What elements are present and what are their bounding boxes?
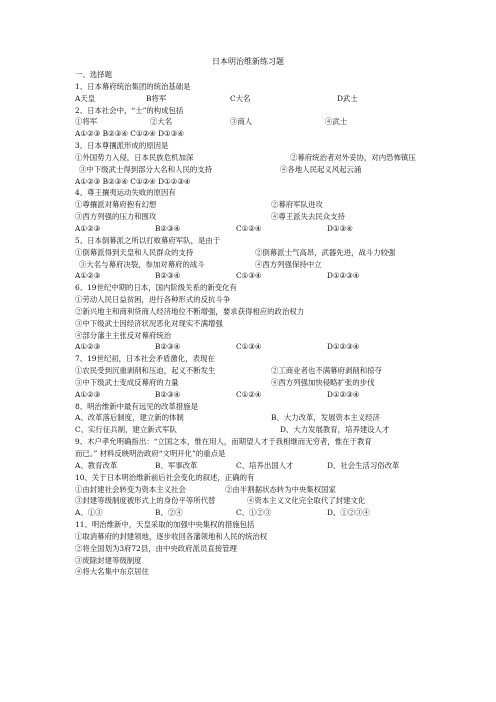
line-text: 一、选择题 (75, 70, 112, 79)
line-segment: ②幕府军队进攻 (271, 200, 323, 210)
text-line (75, 531, 435, 543)
line-segment: ④武士 (325, 117, 348, 127)
line-segment: ④西方列强加快侵略扩张的步伐 (271, 377, 375, 387)
line-segment: ③西方列强的压力和围攻 (75, 212, 157, 222)
text-line (75, 555, 435, 567)
line-segment: D武士 (337, 93, 358, 103)
text-line (75, 448, 435, 460)
line-text: 11、明治维新中，天皇采取的加强中央集权的措施包括 (75, 520, 255, 530)
line-segment: C①②④ (236, 389, 262, 399)
line-text: ①取消幕府的封建领地，逐步收回各藩领地和人民的统治权 (75, 531, 268, 541)
line-segment: D①②③④ (327, 389, 360, 399)
line-text: 8、明治维新中最有远见的改革措施是 (75, 401, 198, 411)
line-text: A①②③ B②③④ C①②④ D①③④ (75, 129, 184, 139)
line-segment: A、改革落后制度，建立新的体制 (75, 413, 184, 423)
line-segment: C、培养出国人才 (236, 460, 294, 470)
line-segment: ②工商业者也不满幕府剥削和掠夺 (271, 366, 382, 376)
line-segment: A①②③ (75, 223, 101, 233)
line-segment: C、①②③ (236, 508, 272, 518)
line-segment: D、社会生活习俗改革 (327, 460, 400, 470)
line-segment: ②大名 (150, 117, 173, 127)
line-segment: B②③④ (155, 223, 181, 233)
text-line (75, 199, 435, 211)
line-segment: B、军事改革 (155, 460, 198, 470)
line-segment: ④尊王派失去民众支持 (271, 212, 345, 222)
line-segment: ④资本主义文化完全取代了封建文化 (247, 496, 366, 506)
line-segment: ③中下级武士变成反幕府的力量 (75, 377, 179, 387)
line-text: A①②③ B②③④ C①②④ D①②③④ (75, 176, 191, 186)
line-segment: ④西方列强保持中立 (255, 259, 322, 269)
text-line (75, 187, 435, 199)
line-segment: D①②③④ (327, 342, 360, 352)
line-segment: ③商人 (230, 117, 253, 127)
text-line (75, 519, 435, 531)
line-text: ④将大名集中东京居住 (75, 567, 149, 577)
text-line (75, 484, 435, 496)
page-title: 日本明治维新练习题 (212, 57, 284, 66)
line-segment: ①农民受到沉重剥削和压迫，起义不断发生 (75, 366, 216, 376)
line-text: ④部分藩主主张反对幕府统治 (75, 330, 172, 340)
line-segment: ③大名与幕府决裂，参加对幕府的战斗 (79, 259, 205, 269)
line-text: 而已。” 材料反映明治政府“文明开化”的重点是 (75, 449, 226, 458)
text-line (75, 152, 435, 164)
line-text: 9、木户孝允明确指出：“立国之本，惟在用人，而期望人才于我相继而无穷者，惟在于教育 (75, 437, 372, 447)
line-segment: D①③④ (327, 223, 353, 233)
text-line (75, 259, 435, 271)
line-segment: ①倒幕派得到天皇和人民群众的支持 (75, 247, 194, 257)
line-text: 1、日本幕府统治集团的统治基础是 (75, 81, 191, 91)
text-line (75, 330, 435, 342)
line-text: 4、尊王攘夷运动失败的原因有 (75, 188, 176, 198)
text-line (75, 176, 435, 188)
line-text: ③中下级武士因经济状况恶化对现实不满增强 (75, 318, 223, 328)
text-line (75, 507, 435, 519)
line-segment: C①③④ (236, 271, 262, 281)
text-line (75, 105, 435, 117)
text-line (75, 318, 435, 330)
text-line (75, 140, 435, 152)
text-line (75, 116, 435, 128)
line-text: 2、日本社会中，“士”的构成包括 (75, 105, 184, 115)
line-text: 6、19世纪中期的日本，国内阶级关系的新变化有 (75, 283, 237, 293)
line-segment: B、大力改革，发展资本主义经济 (271, 413, 380, 423)
line-segment: ④各地人民起义风起云涌 (280, 164, 362, 174)
text-line (75, 460, 435, 472)
line-segment: B②③④ (155, 271, 181, 281)
text-line (75, 353, 435, 365)
text-line (75, 472, 435, 484)
text-line (75, 164, 435, 176)
text-line (75, 235, 435, 247)
text-line (75, 377, 435, 389)
line-text: ①劳动人民日益贫困，进行各种形式的反抗斗争 (75, 295, 231, 305)
line-segment: ①由封建社会转变为资本主义社会 (75, 484, 186, 494)
line-segment: A①②③ (75, 271, 101, 281)
line-text: 10、关于日本明治维新前后社会变化的叙述，正确的有 (75, 472, 255, 482)
line-segment: B、②④ (155, 508, 183, 518)
line-text: 3、日本尊攘派形成的原因是 (75, 141, 169, 151)
text-line (75, 389, 435, 401)
line-segment: ①将军 (75, 117, 98, 127)
line-text: 5、日本倒幕派之所以打败幕府军队，是由于 (75, 235, 221, 245)
text-line (75, 365, 435, 377)
line-segment: A、①③ (75, 508, 103, 518)
line-segment: ②倒幕派士气高昂，武器先进，战斗力较强 (255, 247, 396, 257)
line-segment: C①②④ (236, 223, 262, 233)
text-line (75, 566, 435, 578)
line-segment: A①②③ (75, 389, 101, 399)
line-segment: ②幕府统治者对外妥协，对内恐怖镇压 (290, 152, 416, 162)
text-line (75, 270, 435, 282)
line-segment: C、实行征兵制，建立新式军队 (75, 425, 177, 435)
text-line (75, 247, 435, 259)
line-segment: D、①②③④ (327, 508, 370, 518)
line-segment: A、教育改革 (75, 460, 118, 470)
line-segment: ①尊攘派对幕府抱有幻想 (75, 200, 157, 210)
text-line (75, 412, 435, 424)
line-segment: ①外国势力入侵，日本民族危机加深 (75, 152, 194, 162)
text-line (75, 211, 435, 223)
line-segment: C大名 (230, 93, 251, 103)
line-segment: B将军 (146, 93, 167, 103)
text-line (75, 223, 435, 235)
text-line (75, 401, 435, 413)
text-line (75, 341, 435, 353)
line-text: ③废除封建等级制度 (75, 555, 142, 565)
text-line (75, 93, 435, 105)
line-segment: C①③④ (236, 342, 262, 352)
text-line (75, 294, 435, 306)
line-segment: B②③④ (155, 389, 181, 399)
line-segment: A①②③ (75, 342, 101, 352)
text-line (75, 306, 435, 318)
text-line (75, 543, 435, 555)
line-text: ②将全国划为3府72县，由中央政府派员直接管理 (75, 543, 237, 553)
text-line (75, 282, 435, 294)
line-text: 7、19世纪初，日本社会矛盾激化，表现在 (75, 354, 215, 364)
line-segment: ②由半割据状态转为中央集权国家 (225, 484, 336, 494)
line-segment: B②③④ (155, 342, 181, 352)
text-line (75, 436, 435, 448)
line-text: ②新兴地主和商利贷商人经济地位不断增强，要求获得相应的政治权力 (75, 306, 305, 316)
line-segment: D、大力发展教育，培养建设人才 (280, 425, 390, 435)
line-segment: ③中下级武士得到部分大名和人民的支持 (79, 164, 213, 174)
line-segment: ③封建等级制度被形式上的身份平等所代替 (75, 496, 216, 506)
line-segment: D①②③④ (327, 271, 360, 281)
text-line (75, 81, 435, 93)
line-segment: A天皇 (75, 93, 96, 103)
text-line (75, 69, 435, 81)
text-line (75, 495, 435, 507)
text-line (75, 424, 435, 436)
text-line (75, 128, 435, 140)
exercise-body (75, 69, 435, 578)
